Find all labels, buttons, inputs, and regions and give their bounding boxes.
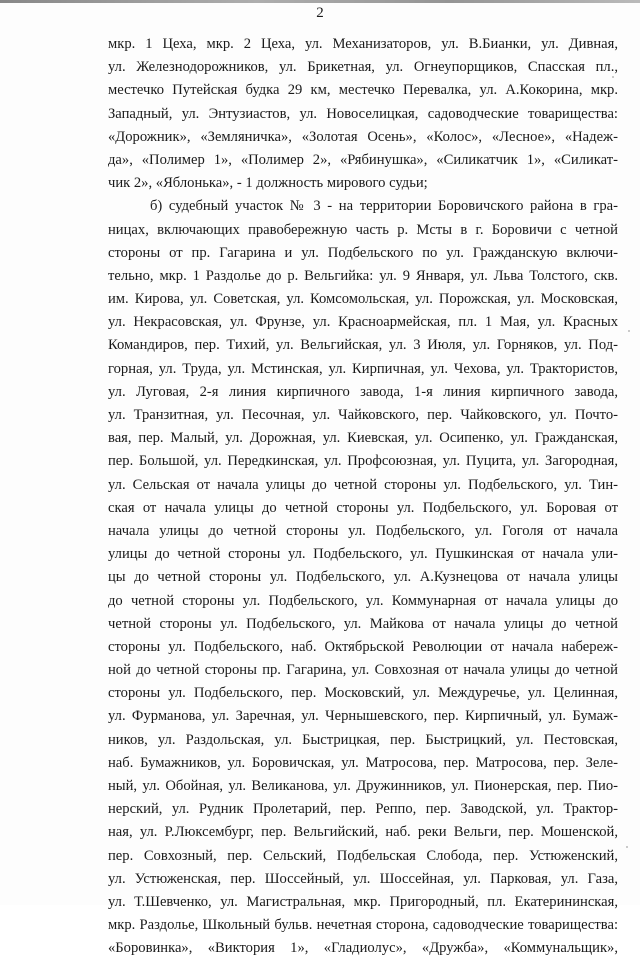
text-line: ул. Транзитная, ул. Песочная, ул. Чайковского, пер. Чайковского, ул. Почто- — [108, 407, 618, 423]
text-line: ул. Устюженская, пер. Шоссейный, ул. Шоссейная, ул. Парковая, ул. Газа, — [108, 870, 618, 887]
scan-edge-line — [0, 0, 640, 3]
text-line: да», «Полимер 1», «Полимер 2», «Рябинушка», «Силикатчик 1», «Силикат- — [108, 151, 618, 168]
text-line: мкр. 1 Цеха, мкр. 2 Цеха, ул. Механизаторов, ул. В.Бианки, ул. Дивная, — [108, 36, 618, 52]
text-line: ный, ул. Обойная, ул. Великанова, ул. Дружинников, ул. Пионерская, пер. Пио- — [108, 778, 618, 794]
text-line: ной до четной стороны пр. Гагарина, ул. Совхозная от начала улицы до четной — [108, 662, 618, 679]
page-number: 2 — [316, 5, 324, 21]
text-line: ников, ул. Раздольская, ул. Быстрицкая, пер. Быстрицкий, ул. Пестовская, — [108, 731, 618, 748]
text-line: ная, ул. Р.Люксембург, пер. Вельгийский, наб. реки Вельги, пер. Мошенской, — [108, 824, 618, 841]
text-line: нерский, ул. Рудник Пролетарий, пер. Реппо, пер. Заводской, ул. Трактор- — [108, 801, 618, 818]
text-line: до четной стороны ул. Подбельского, ул. Коммунарная от начала улицы до — [108, 592, 618, 609]
text-line: стороны ул. Подбельского, наб. Октябрьской Революции от начала набереж- — [108, 638, 618, 655]
text-line: ницах, включающих правобережную часть р. Мсты в г. Боровичи с четной — [108, 221, 618, 238]
text-line: стороны ул. Подбельского, пер. Московский, ул. Междуречье, ул. Целинная, — [108, 685, 618, 702]
text-line: ул. Железнодорожников, ул. Брикетная, ул. Огнеупорщиков, Спасская пл., — [108, 59, 618, 76]
text-line: горная, ул. Труда, ул. Мстинская, ул. Кирпичная, ул. Чехова, ул. Трактористов, — [108, 360, 618, 377]
body-text — [108, 33, 618, 961]
text-line: тельно, мкр. 1 Раздолье до р. Вельгийка: ул. 9 Января, ул. Льва Толстого, скв. — [108, 267, 618, 284]
text-line: ул. Фурманова, ул. Заречная, ул. Чернышевского, пер. Кирпичный, ул. Бумаж- — [108, 708, 618, 725]
text-line: стороны от пр. Гагарина и ул. Подбельского по ул. Гражданскую включи- — [108, 244, 618, 261]
text-line: Западный, ул. Энтузиастов, ул. Новоселицкая, садоводческие товарищества: — [108, 105, 618, 122]
text-line: ул. Луговая, 2-я линия кирпичного завода, 1-я линия кирпичного завода, — [108, 383, 618, 400]
text-line: «Боровинка», «Виктория 1», «Гладиолус», «Дружба», «Коммунальщик», — [108, 940, 618, 957]
text-line: Командиров, пер. Тихий, ул. Вельгийская, ул. 3 Июля, ул. Горняков, ул. Под- — [108, 337, 618, 354]
text-line: б) судебный участок № 3 - на территории Боровичского района в гра- — [150, 198, 618, 215]
text-line: местечко Путейская будка 29 км, местечко Перевалка, ул. А.Кокорина, мкр. — [108, 82, 618, 99]
text-line: улицы до четной стороны ул. Подбельского, ул. Пушкинская от начала ули- — [108, 546, 618, 563]
text-line: цы до четной стороны ул. Подбельского, ул. А.Кузнецова от начала улицы — [108, 569, 618, 586]
text-line: «Дорожник», «Земляничка», «Золотая Осень», «Колос», «Лесное», «Надеж- — [108, 128, 618, 145]
text-line: им. Кирова, ул. Советская, ул. Комсомольская, ул. Порожская, ул. Московская, — [108, 291, 618, 308]
text-line: чик 2», «Яблонька», - 1 должность мирового судьи; — [108, 175, 428, 192]
text-line: вая, пер. Малый, ул. Дорожная, ул. Киевская, ул. Осипенко, ул. Гражданская, — [108, 430, 618, 447]
text-line: пер. Совхозный, пер. Сельский, Подбельская Слобода, пер. Устюженский, — [108, 847, 618, 864]
scan-speck — [628, 330, 630, 332]
text-line: четной стороны ул. Подбельского, ул. Майкова от начала улицы до четной — [108, 615, 618, 632]
text-line: ул. Т.Шевченко, ул. Магистральная, мкр. Пригородный, пл. Екатерининская, — [108, 893, 618, 910]
text-line: наб. Бумажников, ул. Боровичская, ул. Матросова, пер. Матросова, пер. Зеле- — [108, 754, 618, 771]
text-line: ская от начала улицы до четной стороны ул. Подбельского, ул. Боровая от — [108, 499, 618, 516]
text-line: мкр. Раздолье, Школьный бульв. нечетная сторона, садоводческие товарищества: — [108, 917, 618, 934]
scan-speck — [626, 846, 628, 848]
text-line: ул. Некрасовская, ул. Фрунзе, ул. Красноармейская, пл. 1 Мая, ул. Красных — [108, 314, 618, 331]
text-line: пер. Большой, ул. Передкинская, ул. Профсоюзная, ул. Пуцита, ул. Загородная, — [108, 453, 618, 470]
text-line: начала улицы до четной стороны ул. Подбельского, ул. Гоголя от начала — [108, 522, 618, 539]
text-line: ул. Сельская от начала улицы до четной стороны ул. Подбельского, ул. Тин- — [108, 476, 618, 493]
